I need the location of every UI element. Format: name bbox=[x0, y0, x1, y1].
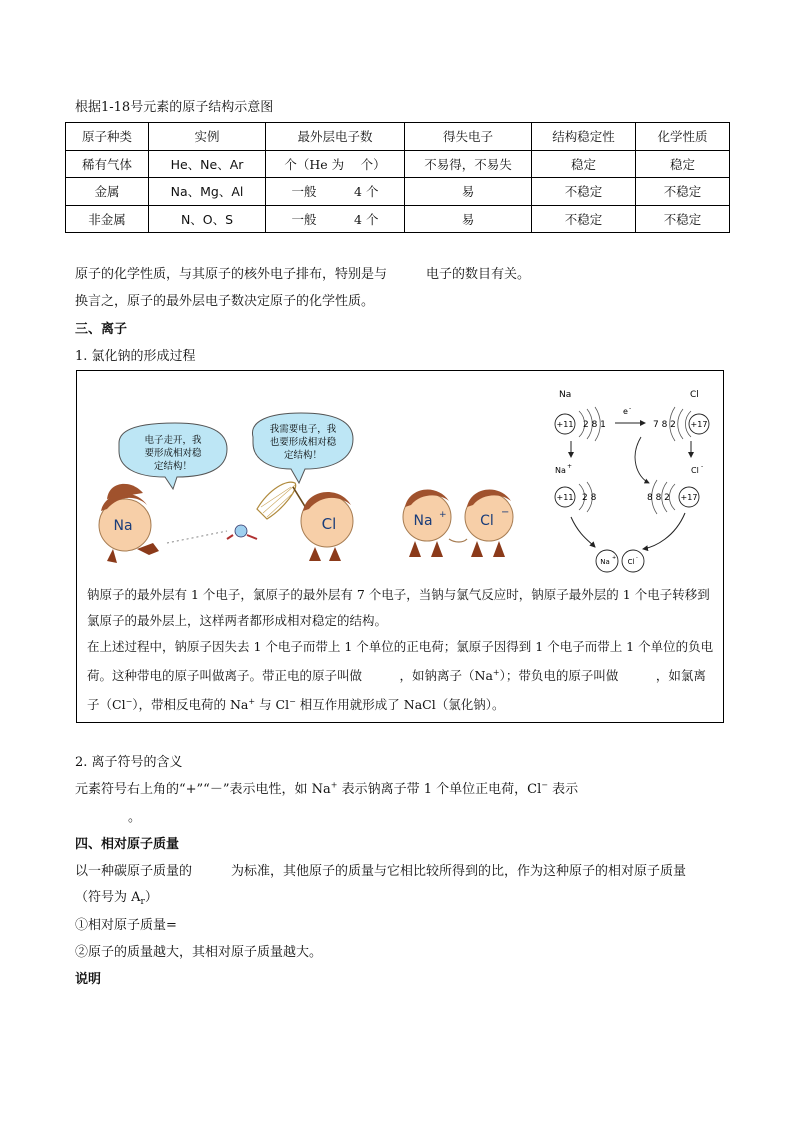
superscript: + bbox=[248, 697, 256, 707]
superscript: + bbox=[492, 668, 500, 677]
cl-ion-diagram-label: Cl bbox=[691, 466, 699, 475]
intro-text: 根据1-18号元素的原子结构示意图 bbox=[75, 100, 274, 115]
period: 。 bbox=[128, 810, 142, 825]
nacl-na-sign: + bbox=[612, 555, 617, 561]
table-row bbox=[66, 205, 730, 233]
superscript: − bbox=[125, 697, 133, 707]
na-atom-character bbox=[99, 484, 159, 563]
table-cell: 非金属 bbox=[66, 205, 149, 233]
nacl-cl-sign: - bbox=[636, 555, 638, 561]
na-ion-shells: 2 8 bbox=[582, 493, 597, 503]
paragraph: 换言之，原子的最外层电子数决定原子的化学性质。 bbox=[75, 294, 375, 309]
nacl-formation-box bbox=[76, 370, 724, 723]
table-header: 结构稳定性 bbox=[532, 123, 636, 151]
cartoon-illustration bbox=[77, 371, 547, 581]
bubble2-line: 也要形成相对稳 bbox=[269, 437, 337, 448]
table-header: 最外层电子数 bbox=[266, 123, 405, 151]
table-cell: 稳定 bbox=[532, 150, 636, 178]
table-cell: N、O、S bbox=[149, 205, 266, 233]
table-cell: 易 bbox=[405, 178, 532, 206]
table-cell: 易 bbox=[405, 205, 532, 233]
na-ion-sign: + bbox=[567, 463, 573, 470]
table-cell: 稀有气体 bbox=[66, 150, 149, 178]
table-cell: 不稳定 bbox=[636, 205, 730, 233]
cl-ion-character bbox=[465, 490, 513, 557]
electron-sign: - bbox=[629, 405, 632, 412]
text-span: ）；带负电的原子叫做 ，如氯离子（Cl bbox=[87, 668, 706, 713]
text-span: ），带相反电荷的 Na bbox=[132, 697, 249, 713]
table-cell: 不稳定 bbox=[636, 178, 730, 206]
subscript: r bbox=[140, 897, 145, 907]
superscript: − bbox=[541, 780, 548, 790]
na-ion-diagram-label: Na bbox=[555, 466, 566, 475]
cl-ion-sign: - bbox=[701, 463, 704, 470]
table-cell: Na、Mg、Al bbox=[149, 178, 266, 206]
bubble1-line: 要形成相对稳 bbox=[144, 448, 202, 459]
table-header: 原子种类 bbox=[66, 123, 149, 151]
plus-sign: + bbox=[439, 510, 447, 520]
table-row bbox=[66, 178, 730, 206]
table-header: 化学性质 bbox=[636, 123, 730, 151]
bubble1-line: 定结构！ bbox=[153, 461, 193, 472]
nacl-cl-label: Cl bbox=[627, 558, 635, 566]
cl-shells: 7 8 2 bbox=[653, 420, 676, 430]
speech-bubble-cl bbox=[252, 413, 353, 483]
sub-heading: 1. 氯化钠的形成过程 bbox=[75, 349, 196, 364]
table-cell: 个（He 为 个） bbox=[266, 150, 405, 178]
text-span: 与 Cl bbox=[255, 697, 290, 713]
na-nucleus: +11 bbox=[556, 420, 574, 429]
na-ion-nucleus: +11 bbox=[556, 493, 574, 502]
nacl-na-label: Na bbox=[600, 558, 610, 566]
cl-ion-label: Cl bbox=[480, 513, 494, 529]
na-shells: 2 8 1 bbox=[583, 420, 606, 430]
electron-trail bbox=[167, 531, 227, 543]
paragraph: 原子的化学性质，与其原子的核外电子排布，特别是与 电子的数目有关。 bbox=[75, 267, 531, 282]
superscript: − bbox=[289, 697, 296, 707]
section-heading: 三、离子 bbox=[75, 322, 128, 337]
text-span: （符号为 A bbox=[75, 890, 141, 905]
cl-atom-label: Cl bbox=[690, 390, 699, 400]
paragraph: 以一种碳原子质量的 为标准，其他原子的质量与它相比较所得到的比，作为这种原子的相对原子质量 bbox=[75, 864, 687, 879]
table-cell: 金属 bbox=[66, 178, 149, 206]
table-cell: 不稳定 bbox=[532, 205, 636, 233]
paragraph bbox=[75, 778, 578, 797]
list-item: ②原子的质量越大，其相对原子质量越大。 bbox=[75, 945, 323, 960]
sub-heading: 2. 离子符号的含义 bbox=[75, 755, 183, 770]
text-span: ） bbox=[144, 890, 158, 905]
bubble2-line: 我需要电子，我 bbox=[269, 424, 337, 435]
table-header-row bbox=[66, 123, 730, 151]
box-paragraph-2 bbox=[87, 634, 717, 718]
na-atom-label: Na bbox=[559, 390, 572, 400]
table-cell: 不易得，不易失 bbox=[405, 150, 532, 178]
cl-ion-shells: 8 8 2 bbox=[647, 493, 670, 503]
list-item: ①相对原子质量= bbox=[75, 918, 177, 933]
cl-ion-nucleus: +17 bbox=[680, 493, 698, 502]
cl-label: Cl bbox=[321, 515, 337, 533]
na-ion-label: Na bbox=[413, 513, 433, 529]
box-paragraph-1: 钠原子的最外层有 1 个电子，氯原子的最外层有 7 个电子，当钠与氯气反应时，钠原子最外层的 1 个电子转移到氯原子的最外层上，这样两者都形成相对稳定的结构。 bbox=[87, 587, 710, 628]
electron-label: e bbox=[623, 407, 628, 416]
text-span: 在上述过程中，钠原子因失去 1 个电子而带上 1 个单位的正电荷；氯原子因得到 1 个电子而带上 1 个单位的负电荷。这种带电的原子叫做离子。带正电的原子叫做 ，如钠离子（Na bbox=[87, 639, 714, 684]
bubble1-line: 电子走开，我 bbox=[144, 435, 202, 446]
text-span: 元素符号右上角的“+”“－”表示电性，如 Na bbox=[75, 782, 331, 797]
paragraph bbox=[75, 886, 158, 907]
electron-transfer-diagram bbox=[545, 377, 720, 587]
table-header: 实例 bbox=[149, 123, 266, 151]
table-cell: 不稳定 bbox=[532, 178, 636, 206]
table-cell: 一般 4 个 bbox=[266, 205, 405, 233]
table-cell: 稳定 bbox=[636, 150, 730, 178]
table-cell: He、Ne、Ar bbox=[149, 150, 266, 178]
holding-hands bbox=[449, 539, 467, 542]
atom-table bbox=[65, 122, 730, 233]
na-label: Na bbox=[113, 518, 133, 534]
minus-sign: − bbox=[501, 507, 510, 518]
text-span: 表示钠离子带 1 个单位正电荷，Cl bbox=[337, 782, 542, 797]
superscript: + bbox=[330, 780, 338, 790]
text-span: 相互作用就形成了 NaCl（氯化钠）。 bbox=[295, 697, 505, 713]
text-span: 表示 bbox=[547, 782, 579, 797]
cl-atom-character bbox=[301, 492, 353, 561]
section-heading: 四、相对原子质量 bbox=[75, 837, 180, 852]
note-heading: 说明 bbox=[75, 972, 102, 987]
bubble2-line: 定结构！ bbox=[283, 450, 323, 461]
cl-nucleus: +17 bbox=[690, 420, 708, 429]
butterfly-net bbox=[257, 482, 309, 519]
speech-bubble-na bbox=[119, 423, 227, 489]
na-ion-character bbox=[403, 490, 451, 557]
table-cell: 一般 4 个 bbox=[266, 178, 405, 206]
table-header: 得失电子 bbox=[405, 123, 532, 151]
electron-creature bbox=[227, 525, 257, 539]
table-row bbox=[66, 150, 730, 178]
